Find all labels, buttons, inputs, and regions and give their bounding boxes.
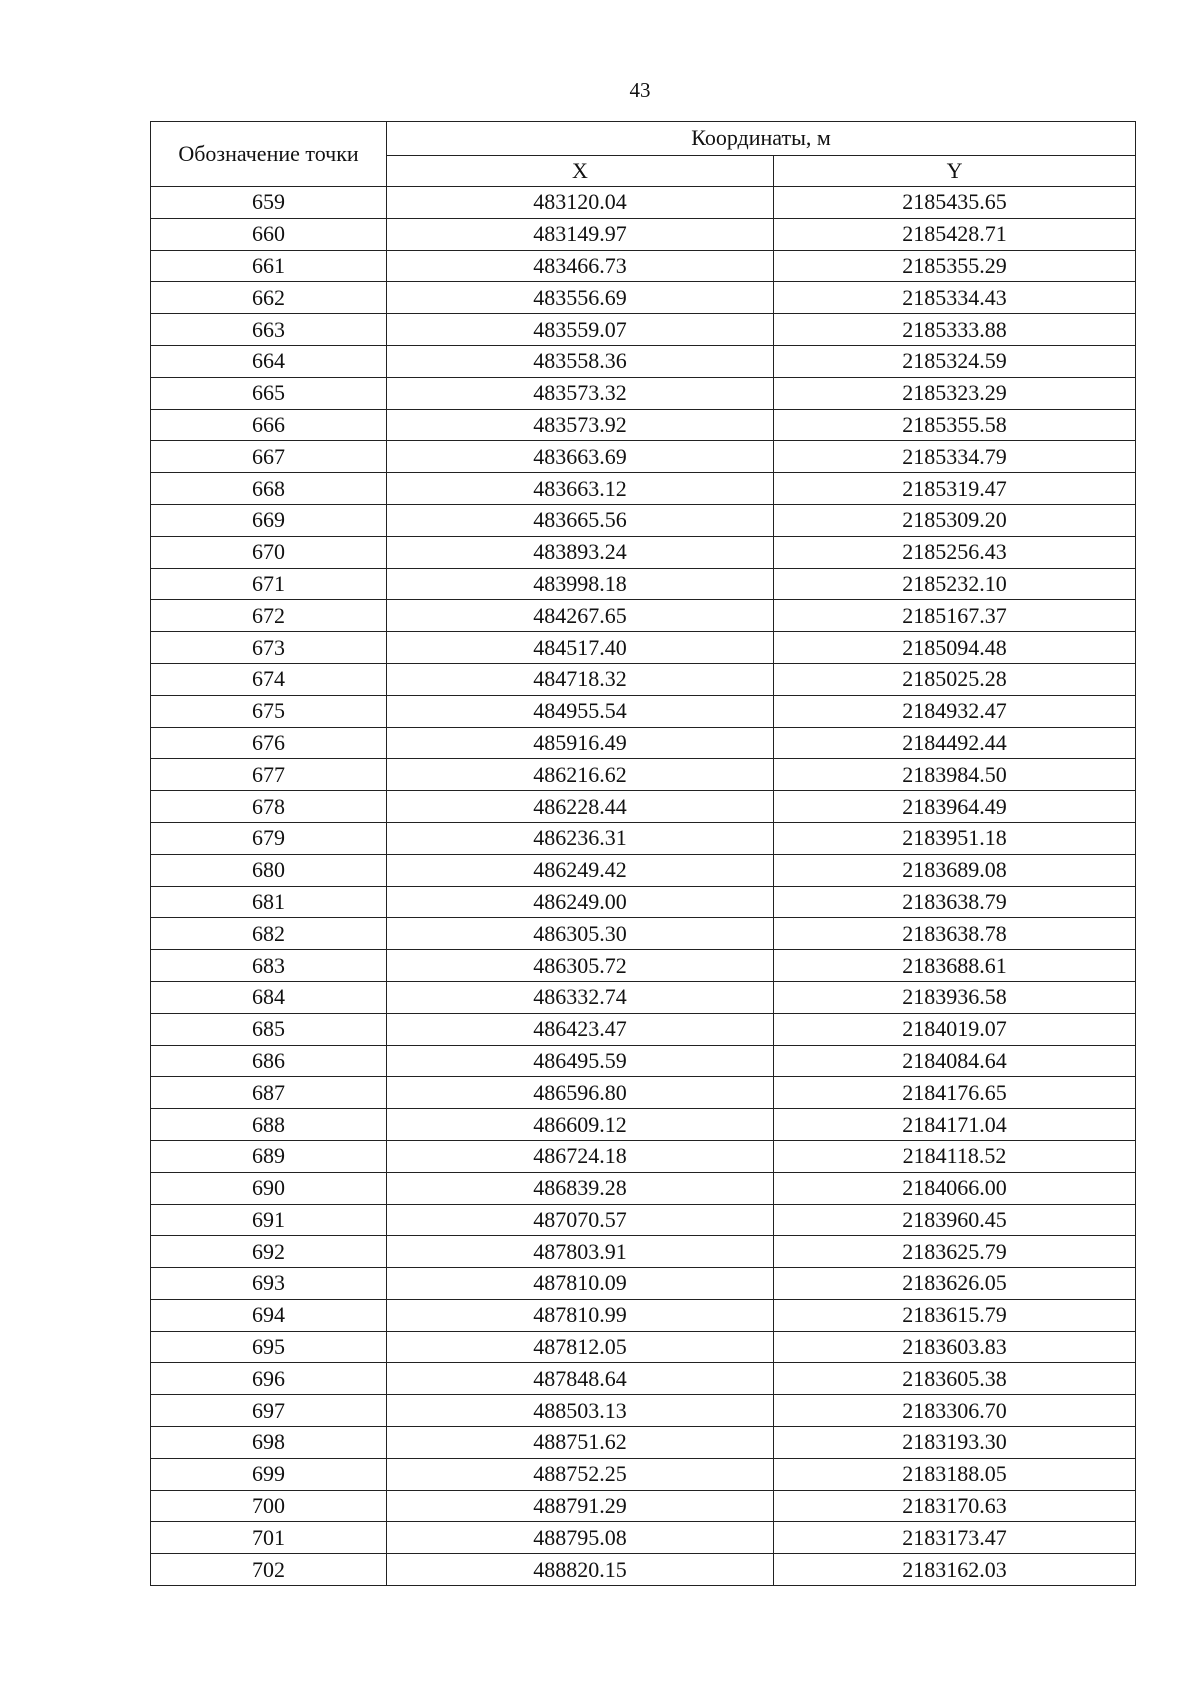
- table-row: [151, 1522, 1136, 1554]
- point-cell: 682: [151, 918, 387, 950]
- point-cell: 683: [151, 950, 387, 982]
- point-cell: 693: [151, 1268, 387, 1300]
- y-cell: 2183603.83: [774, 1331, 1136, 1363]
- point-cell: 697: [151, 1395, 387, 1427]
- x-cell: 486249.00: [387, 886, 774, 918]
- y-cell: 2183984.50: [774, 759, 1136, 791]
- y-cell: 2183936.58: [774, 981, 1136, 1013]
- x-cell: 483556.69: [387, 282, 774, 314]
- x-cell: 483149.97: [387, 218, 774, 250]
- table-row: [151, 409, 1136, 441]
- x-cell: 487810.09: [387, 1268, 774, 1300]
- x-cell: 483120.04: [387, 187, 774, 219]
- x-cell: 486236.31: [387, 822, 774, 854]
- point-cell: 690: [151, 1172, 387, 1204]
- x-cell: 484517.40: [387, 632, 774, 664]
- table-row: [151, 759, 1136, 791]
- point-cell: 670: [151, 536, 387, 568]
- y-cell: 2183306.70: [774, 1395, 1136, 1427]
- y-cell: 2183188.05: [774, 1458, 1136, 1490]
- y-cell: 2185025.28: [774, 663, 1136, 695]
- x-cell: 484718.32: [387, 663, 774, 695]
- x-cell: 483663.69: [387, 441, 774, 473]
- y-cell: 2183626.05: [774, 1268, 1136, 1300]
- y-cell: 2185334.79: [774, 441, 1136, 473]
- point-cell: 672: [151, 600, 387, 632]
- x-cell: 488751.62: [387, 1427, 774, 1459]
- x-cell: 486249.42: [387, 854, 774, 886]
- point-cell: 679: [151, 822, 387, 854]
- table-row: [151, 250, 1136, 282]
- x-cell: 484267.65: [387, 600, 774, 632]
- y-cell: 2183625.79: [774, 1236, 1136, 1268]
- x-cell: 486305.30: [387, 918, 774, 950]
- y-cell: 2185094.48: [774, 632, 1136, 664]
- table-row: [151, 632, 1136, 664]
- point-cell: 667: [151, 441, 387, 473]
- y-cell: 2185167.37: [774, 600, 1136, 632]
- x-cell: 488795.08: [387, 1522, 774, 1554]
- x-cell: 485916.49: [387, 727, 774, 759]
- table-row: [151, 695, 1136, 727]
- table-row: [151, 1109, 1136, 1141]
- y-cell: 2183951.18: [774, 822, 1136, 854]
- table-row: [151, 1299, 1136, 1331]
- y-cell: 2184066.00: [774, 1172, 1136, 1204]
- y-cell: 2185323.29: [774, 377, 1136, 409]
- point-cell: 675: [151, 695, 387, 727]
- x-cell: 488820.15: [387, 1554, 774, 1586]
- table-row: [151, 1268, 1136, 1300]
- table-row: [151, 568, 1136, 600]
- x-cell: 487810.99: [387, 1299, 774, 1331]
- x-cell: 483998.18: [387, 568, 774, 600]
- point-cell: 700: [151, 1490, 387, 1522]
- page-number: 43: [629, 78, 651, 102]
- table-row: [151, 1204, 1136, 1236]
- point-cell: 689: [151, 1140, 387, 1172]
- table-row: [151, 282, 1136, 314]
- table-row: [151, 504, 1136, 536]
- table-row: [151, 441, 1136, 473]
- header-x: X: [387, 155, 774, 186]
- y-cell: 2183689.08: [774, 854, 1136, 886]
- point-cell: 684: [151, 981, 387, 1013]
- x-cell: 487070.57: [387, 1204, 774, 1236]
- table-row: [151, 886, 1136, 918]
- table-row: [151, 345, 1136, 377]
- table-row: [151, 1045, 1136, 1077]
- y-cell: 2185232.10: [774, 568, 1136, 600]
- y-cell: 2185309.20: [774, 504, 1136, 536]
- point-cell: 660: [151, 218, 387, 250]
- x-cell: 486609.12: [387, 1109, 774, 1141]
- point-cell: 685: [151, 1013, 387, 1045]
- y-cell: 2183688.61: [774, 950, 1136, 982]
- y-cell: 2183615.79: [774, 1299, 1136, 1331]
- point-cell: 681: [151, 886, 387, 918]
- point-cell: 698: [151, 1427, 387, 1459]
- table-row: [151, 218, 1136, 250]
- x-cell: 486839.28: [387, 1172, 774, 1204]
- x-cell: 483466.73: [387, 250, 774, 282]
- table-row: [151, 791, 1136, 823]
- x-cell: 486228.44: [387, 791, 774, 823]
- table-row: [151, 1427, 1136, 1459]
- point-cell: 692: [151, 1236, 387, 1268]
- coordinates-table: [150, 121, 1136, 1586]
- point-cell: 687: [151, 1077, 387, 1109]
- table-body: [151, 187, 1136, 1586]
- y-cell: 2184171.04: [774, 1109, 1136, 1141]
- table-row: [151, 918, 1136, 950]
- point-cell: 673: [151, 632, 387, 664]
- table-row: [151, 1140, 1136, 1172]
- point-cell: 666: [151, 409, 387, 441]
- point-cell: 678: [151, 791, 387, 823]
- x-cell: 487848.64: [387, 1363, 774, 1395]
- point-cell: 664: [151, 345, 387, 377]
- x-cell: 487803.91: [387, 1236, 774, 1268]
- point-cell: 674: [151, 663, 387, 695]
- table-row: [151, 663, 1136, 695]
- x-cell: 483663.12: [387, 473, 774, 505]
- y-cell: 2185333.88: [774, 314, 1136, 346]
- point-cell: 659: [151, 187, 387, 219]
- y-cell: 2183162.03: [774, 1554, 1136, 1586]
- header-coordinates: Координаты, м: [387, 122, 1136, 156]
- y-cell: 2185355.29: [774, 250, 1136, 282]
- y-cell: 2184084.64: [774, 1045, 1136, 1077]
- point-cell: 702: [151, 1554, 387, 1586]
- table-row: [151, 1331, 1136, 1363]
- table-row: [151, 1363, 1136, 1395]
- x-cell: 488791.29: [387, 1490, 774, 1522]
- y-cell: 2183960.45: [774, 1204, 1136, 1236]
- point-cell: 668: [151, 473, 387, 505]
- point-cell: 671: [151, 568, 387, 600]
- point-cell: 695: [151, 1331, 387, 1363]
- y-cell: 2185256.43: [774, 536, 1136, 568]
- y-cell: 2183193.30: [774, 1427, 1136, 1459]
- x-cell: 486495.59: [387, 1045, 774, 1077]
- table-row: [151, 727, 1136, 759]
- x-cell: 483893.24: [387, 536, 774, 568]
- point-cell: 665: [151, 377, 387, 409]
- point-cell: 680: [151, 854, 387, 886]
- x-cell: 488752.25: [387, 1458, 774, 1490]
- x-cell: 487812.05: [387, 1331, 774, 1363]
- table-row: [151, 822, 1136, 854]
- y-cell: 2185435.65: [774, 187, 1136, 219]
- table-row: [151, 854, 1136, 886]
- table-row: [151, 1490, 1136, 1522]
- point-cell: 661: [151, 250, 387, 282]
- y-cell: 2183964.49: [774, 791, 1136, 823]
- header-point-designation: Обозначение точки: [151, 122, 387, 187]
- table-row: [151, 314, 1136, 346]
- table-row: [151, 1077, 1136, 1109]
- point-cell: 701: [151, 1522, 387, 1554]
- point-cell: 677: [151, 759, 387, 791]
- table-row: [151, 950, 1136, 982]
- point-cell: 696: [151, 1363, 387, 1395]
- x-cell: 483558.36: [387, 345, 774, 377]
- table-row: [151, 600, 1136, 632]
- table-row: [151, 1395, 1136, 1427]
- y-cell: 2185319.47: [774, 473, 1136, 505]
- y-cell: 2184492.44: [774, 727, 1136, 759]
- y-cell: 2184019.07: [774, 1013, 1136, 1045]
- y-cell: 2184118.52: [774, 1140, 1136, 1172]
- x-cell: 484955.54: [387, 695, 774, 727]
- x-cell: 488503.13: [387, 1395, 774, 1427]
- y-cell: 2183638.78: [774, 918, 1136, 950]
- table-row: [151, 1236, 1136, 1268]
- x-cell: 486216.62: [387, 759, 774, 791]
- point-cell: 662: [151, 282, 387, 314]
- table-row: [151, 1554, 1136, 1586]
- y-cell: 2183173.47: [774, 1522, 1136, 1554]
- table-row: [151, 1013, 1136, 1045]
- table-row: [151, 1172, 1136, 1204]
- y-cell: 2185324.59: [774, 345, 1136, 377]
- header-y: Y: [774, 155, 1136, 186]
- point-cell: 676: [151, 727, 387, 759]
- y-cell: 2183170.63: [774, 1490, 1136, 1522]
- x-cell: 486724.18: [387, 1140, 774, 1172]
- table-row: [151, 377, 1136, 409]
- y-cell: 2185334.43: [774, 282, 1136, 314]
- table-header: [151, 122, 1136, 187]
- table-row: [151, 187, 1136, 219]
- point-cell: 688: [151, 1109, 387, 1141]
- x-cell: 483573.92: [387, 409, 774, 441]
- x-cell: 486596.80: [387, 1077, 774, 1109]
- point-cell: 669: [151, 504, 387, 536]
- point-cell: 686: [151, 1045, 387, 1077]
- y-cell: 2183638.79: [774, 886, 1136, 918]
- point-cell: 694: [151, 1299, 387, 1331]
- point-cell: 663: [151, 314, 387, 346]
- table-row: [151, 981, 1136, 1013]
- x-cell: 483559.07: [387, 314, 774, 346]
- x-cell: 486332.74: [387, 981, 774, 1013]
- y-cell: 2184176.65: [774, 1077, 1136, 1109]
- x-cell: 486423.47: [387, 1013, 774, 1045]
- y-cell: 2183605.38: [774, 1363, 1136, 1395]
- x-cell: 483573.32: [387, 377, 774, 409]
- point-cell: 699: [151, 1458, 387, 1490]
- table-row: [151, 473, 1136, 505]
- y-cell: 2185355.58: [774, 409, 1136, 441]
- point-cell: 691: [151, 1204, 387, 1236]
- y-cell: 2185428.71: [774, 218, 1136, 250]
- x-cell: 486305.72: [387, 950, 774, 982]
- x-cell: 483665.56: [387, 504, 774, 536]
- y-cell: 2184932.47: [774, 695, 1136, 727]
- table-row: [151, 1458, 1136, 1490]
- table-row: [151, 536, 1136, 568]
